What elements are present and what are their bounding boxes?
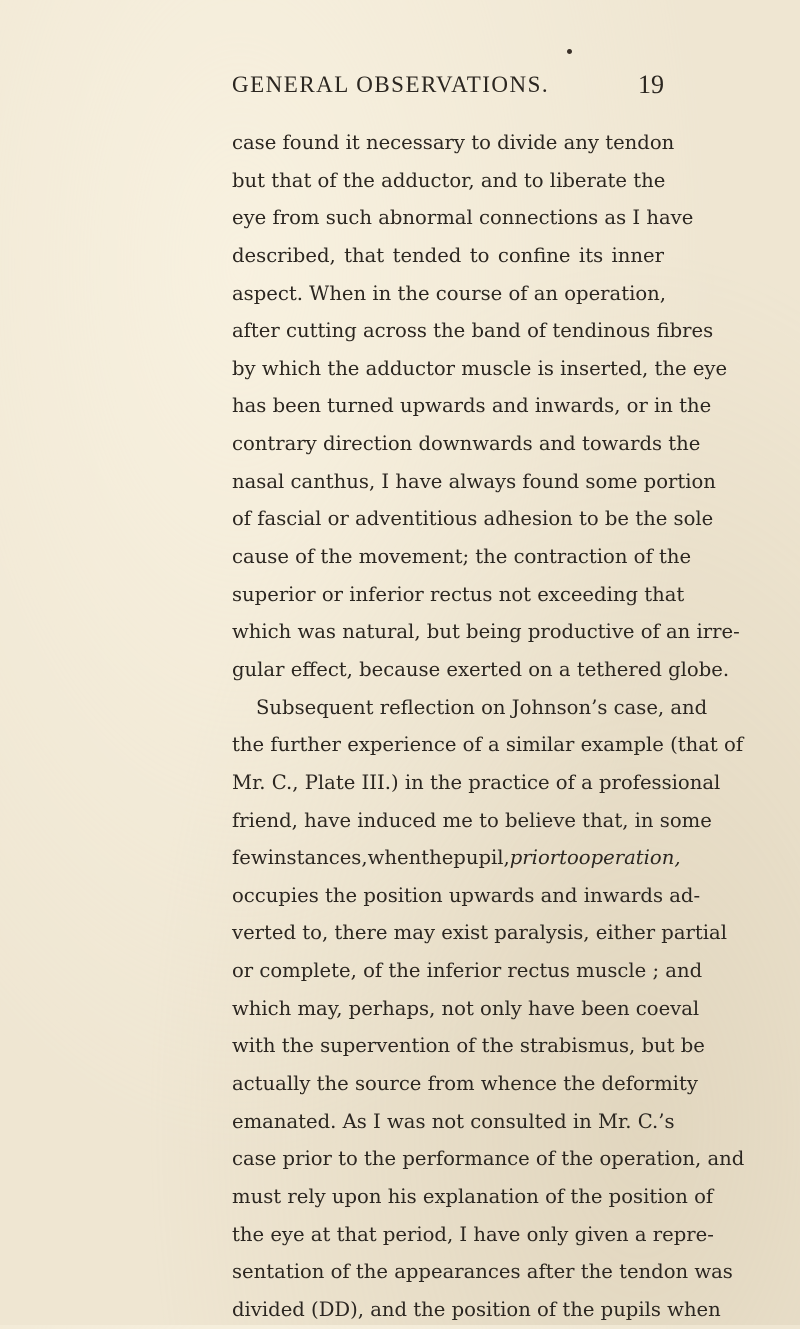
text-line: aspect. When in the course of an operation, [232, 281, 667, 305]
text-line: must rely upon his explanation of the position of [232, 1184, 714, 1208]
text-line-paragraph-end: gular effect, because exerted on a tethered globe. [232, 657, 730, 681]
italic-word: operation, [578, 846, 681, 870]
text-line: emanated. As I was not consulted in Mr. C.’s [232, 1109, 675, 1133]
text-line: which may, perhaps, not only have been coeval [232, 996, 700, 1020]
text-line: by which the adductor muscle is inserted, the eye [232, 356, 728, 380]
word: when [367, 846, 422, 870]
text-line: occupies the position upwards and inwards ad- [232, 883, 701, 907]
running-head [232, 72, 664, 106]
word: few [232, 846, 268, 870]
text-line: eye from such abnormal connections as I have [232, 206, 694, 230]
text-line: nasal canthus, I have always found some portion [232, 469, 716, 493]
italic-word: prior [509, 846, 560, 870]
text-line-paragraph-start: Subsequent reflection on Johnson’s case, and [256, 695, 708, 719]
text-line: but that of the adductor, and to liberate the [232, 168, 666, 192]
italic-word: to [559, 846, 579, 870]
page-number: 19 [638, 70, 664, 99]
word: the [421, 846, 454, 870]
text-line: the further experience of a similar example (that of [232, 733, 744, 757]
text-line-with-italic [232, 839, 681, 877]
text-line: contrary direction downwards and towards the [232, 432, 701, 456]
text-line: described, that tended to confine its inner [232, 243, 664, 267]
body-text [232, 124, 745, 1329]
running-head-title: GENERAL OBSERVATIONS. [232, 72, 550, 97]
text-line: the eye at that period, I have only given a repre- [232, 1222, 714, 1246]
text-line: superior or inferior rectus not exceeding that [232, 582, 685, 606]
text-line: cause of the movement; the contraction of the [232, 545, 692, 569]
word: instances, [267, 846, 368, 870]
text-line: Mr. C., Plate III.) in the practice of a professional [232, 770, 721, 794]
word: pupil, [453, 846, 510, 870]
text-line: of fascial or adventitious adhesion to be the sole [232, 507, 714, 531]
text-line: divided (DD), and the position of the pupils when [232, 1297, 721, 1321]
text-line: friend, have induced me to believe that, in some [232, 808, 712, 832]
text-line: verted to, there may exist paralysis, either partial [232, 921, 727, 945]
text-line: or complete, of the inferior rectus muscle ; and [232, 959, 703, 983]
ink-spot [567, 49, 572, 54]
text-line: sentation of the appearances after the tendon was [232, 1260, 733, 1284]
text-line: after cutting across the band of tendinous fibres [232, 319, 714, 343]
text-line: actually the source from whence the deformity [232, 1072, 698, 1096]
text-line: case prior to the performance of the operation, and [232, 1147, 745, 1171]
text-line: has been turned upwards and inwards, or in the [232, 394, 712, 418]
text-line: with the supervention of the strabismus, but be [232, 1034, 705, 1058]
text-line: which was natural, but being productive of an irre- [232, 620, 740, 644]
text-line: case found it necessary to divide any tendon [232, 131, 675, 154]
